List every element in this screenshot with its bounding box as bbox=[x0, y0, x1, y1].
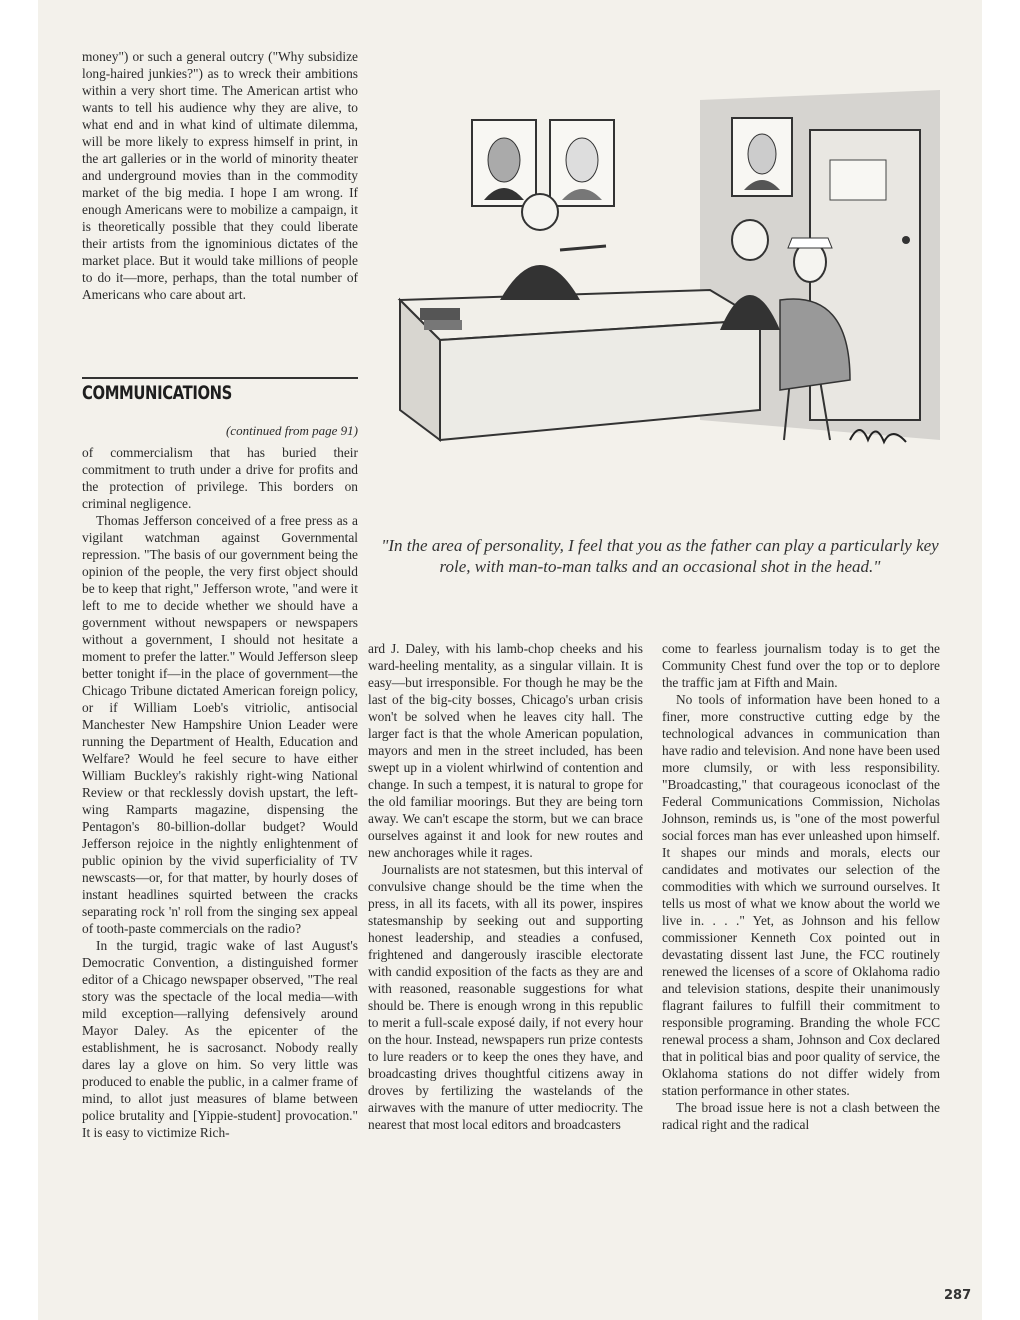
section-heading: COMMUNICATIONS bbox=[82, 382, 232, 404]
paragraph: ard J. Daley, with his lamb-chop cheeks and his ward-heeling mentality, as a singular villain. It is easy—but irresponsible. For though he may be the last of the big-city bosses, Chicago's urban crisis won't be solved when he leaves city hall. The larger fact is that the whole American population, mayors and men in the street included, has been swept up in a violent whirlwind of contention and change. In such a tempest, it is natural to grope for the old familiar moorings. But they are being torn away. We can't escape the storm, but we can brace ourselves against it and look for new routes and new anchorages while it rages. bbox=[368, 641, 643, 860]
paragraph: In the turgid, tragic wake of last August's Democratic Convention, a distinguished former editor of a Chicago newspaper observed, "The real story was the spectacle of the local media—with mild exception—rallying defensively around Mayor Daley. As the epicenter of the establishment, he is sacrosanct. Nobody really dares lay a glove on him. So very little was produced to enable the public, in a calmer frame of mind, to allot just measures of blame between police brutality and [Yippie-student] provocation." It is easy to victimize Rich- bbox=[82, 938, 358, 1140]
cartoon-caption: "In the area of personality, I feel that you as the father can play a particularly key role, with man-to-man talks and an occasional shot in the head." bbox=[381, 536, 939, 576]
portrait-third-frame bbox=[732, 118, 792, 196]
paragraph: come to fearless journalism today is to get the Community Chest fund over the top or to deplore the traffic jam at Fifth and Main. bbox=[662, 641, 940, 690]
paragraph: No tools of information have been honed to a finer, more constructive cutting edge by the technological advances in communication than have radio and television. And none have been used more clumsily, or with less responsibility. "Broadcasting," that courageous iconoclast of the Federal Communications Commission, Nicholas Johnson, reminds us, is "one of the most powerful social forces man has ever unleashed upon himself. It shapes our minds and morals, elects our candidates and motivates our selection of the commodities with which we surround ourselves. It tells us most of what we know about the world we live in. . . ." Yet, as Johnson and his fellow commissioner Kenneth Cox pointed out in devastating dissent last June, the FCC routinely renewed the licenses of a score of Oklahoma radio and television stations, despite their unanimously flagrant failures to fulfill their commitment to responsible programing. Branding the whole FCC renewal process a sham, Johnson and Cox declared that in political bias and poor quality of service, the Oklahoma stations do not differ widely from station performance in other states. bbox=[662, 692, 940, 1098]
article-column-2 bbox=[368, 640, 643, 1133]
section-divider bbox=[82, 377, 358, 379]
paragraph: Thomas Jefferson conceived of a free press as a vigilant watchman against Governmental repression. "The basis of our government being the opinion of the people, the very first object should be to keep that right," Jefferson wrote, "and were it left to me to decide whether we should have a government without newspapers or newspapers without a government, I should not hesitate a moment to prefer the latter." Would Jefferson sleep better tonight if—in the place of government—the Chicago Tribune dictated American foreign policy, or if William Loeb's vitriolic, antisocial Manchester New Hampshire Union Leader were running the Department of Health, Education and Welfare? Would he feel secure to have either William Buckley's rakishly right-wing National Review or that recklessly dovish upstart, the left-wing Ramparts magazine, dispensing the Pentagon's 80-billion-dollar budget? Would Jefferson rejoice in the nightly enlightenment of public opinion by the vivid superficiality of TV newscasts—or, for that matter, by hourly doses of instant headlines squirted between the cracks separating rock 'n' roll from the singing sex appeal of tooth-paste commercials on the radio? bbox=[82, 513, 358, 936]
paragraph: Journalists are not statesmen, but this interval of convulsive change should be the time when the press, in all its facets, with all its power, inspires statesmanship by seeking out and supporting honest leadership, and steadies a confused, frightened and dangerously irascible electorate with candid exposition of the facts as they are and with reasoned, reasonable suggestions for what should be. There is enough wrong in this republic to merit a full-scale exposé daily, if not every hour on the hour. Instead, newspapers run prize contests to lure readers or to keep the ones they have, and broadcasting drives thoughtful citizens away in droves by fertilizing the wastelands of the airwaves with the manure of utter mediocrity. The nearest that most local editors and broadcasters bbox=[368, 862, 643, 1132]
paragraph: money") or such a general outcry ("Why subsidize long-haired junkies?") as to wreck their ambitions within a very short time. The American artist who wants to tell his audience why they are alive, to what end and in what kind of ultimate dilemma, will be more likely to express himself in print, in the art galleries or in the world of minority theater and underground movies than in the commodity market of the big media. I hope I am wrong. If enough Americans were to mobilize a campaign, it is theoretically possible that they could liberate their artists from the ignominious dictates of the market place. But it would take millions of people to do it—more, perhaps, than the total number of Americans who care about art. bbox=[82, 49, 358, 302]
paragraph: The broad issue here is not a clash between the radical right and the radical bbox=[662, 1100, 940, 1132]
portrait-washington-frame bbox=[550, 120, 614, 206]
cartoon-illustration bbox=[380, 80, 940, 520]
continued-note: (continued from page 91) bbox=[225, 423, 358, 438]
man-behind-desk bbox=[500, 194, 606, 300]
article-column-3 bbox=[662, 640, 940, 1133]
portrait-lincoln-frame bbox=[472, 120, 536, 206]
article-column-1 bbox=[82, 444, 358, 1141]
page-number: 287 bbox=[944, 1288, 972, 1303]
paragraph: of commercialism that has buried their commitment to truth under a drive for profits and the protection of privilege. This borders on criminal negligence. bbox=[82, 445, 358, 511]
article-column-top bbox=[82, 48, 358, 303]
